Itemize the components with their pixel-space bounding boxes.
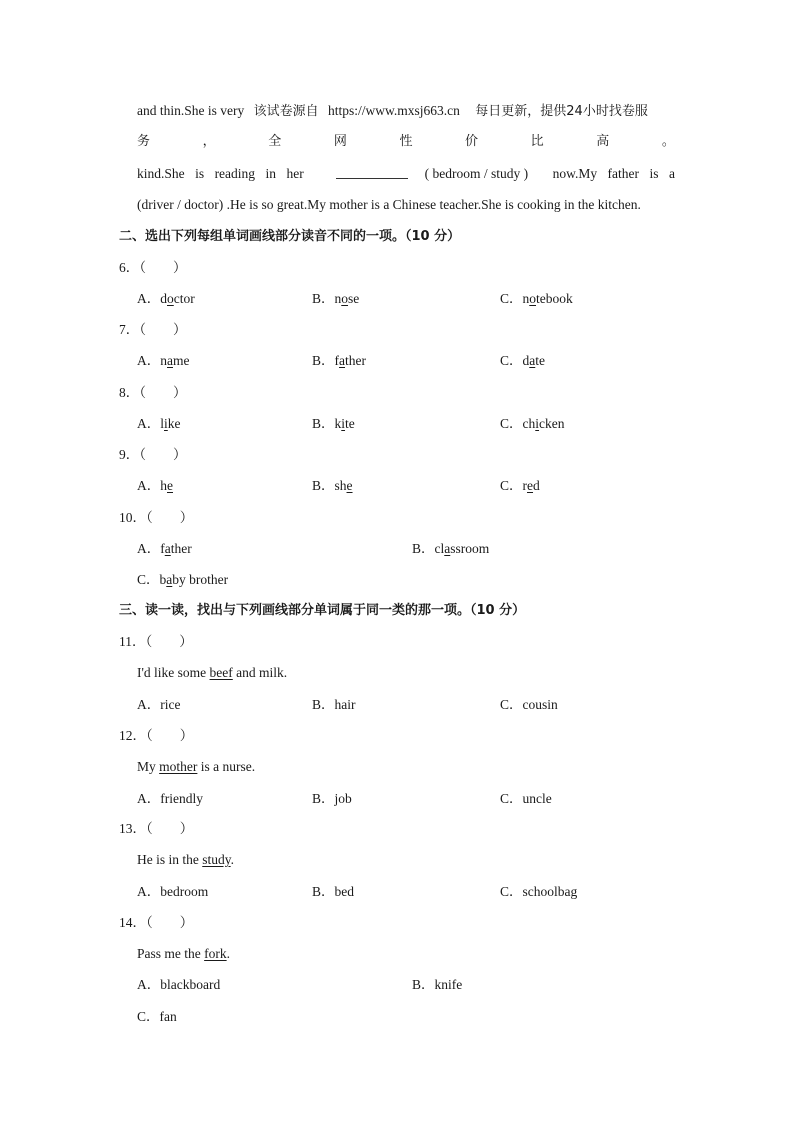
- option-letter: A．: [137, 977, 161, 992]
- option-word-part: d: [160, 291, 167, 306]
- option-letter: C．: [500, 884, 523, 899]
- watermark-text: 该试卷源自: [253, 104, 319, 119]
- option-word-part: n: [522, 291, 530, 306]
- answer-option[interactable]: [312, 790, 352, 808]
- option-letter: B．: [312, 353, 335, 368]
- passage-line-2: [137, 133, 675, 151]
- answer-option[interactable]: [500, 790, 552, 808]
- option-text: cousin: [522, 697, 558, 712]
- underlined-word: mother: [159, 759, 198, 774]
- option-word-part: ther: [345, 353, 367, 368]
- question-number: 9．（ ）: [119, 447, 187, 462]
- sentence-text: .: [226, 946, 230, 961]
- option-word-part: te: [345, 416, 355, 431]
- option-letter: A．: [137, 478, 161, 493]
- answer-option[interactable]: [500, 477, 540, 495]
- option-letter: C．: [500, 791, 523, 806]
- word: reading: [214, 166, 256, 181]
- underlined-letters: o: [341, 291, 349, 306]
- question-number: 11．（ ）: [119, 634, 193, 649]
- underlined-word: beef: [209, 665, 233, 680]
- word: a: [668, 166, 675, 181]
- option-text: bedroom: [160, 884, 209, 899]
- option-letter: C．: [500, 478, 523, 493]
- option-letter: C．: [137, 1009, 160, 1024]
- option-letter: A．: [137, 697, 161, 712]
- answer-option[interactable]: [312, 415, 355, 433]
- underlined-letters: i: [535, 416, 540, 431]
- option-word-part: d: [533, 478, 540, 493]
- question-number: 13．（ ）: [119, 821, 194, 836]
- underlined-letters: a: [164, 541, 171, 556]
- underlined-letters: o: [529, 291, 537, 306]
- word: father: [607, 166, 640, 181]
- underlined-letters: e: [527, 478, 534, 493]
- char: ，: [202, 134, 216, 149]
- sentence-text: and milk.: [232, 665, 288, 680]
- answer-option[interactable]: [137, 352, 190, 370]
- word: kind.She: [137, 166, 185, 181]
- passage-line-4: (driver / doctor) .He is so great.My mother is a Chinese teacher.She is cooking in the kitchen.: [137, 197, 641, 212]
- option-word-part: ther: [170, 541, 192, 556]
- word: now.My: [552, 166, 598, 181]
- underlined-word: study: [202, 852, 231, 867]
- option-text: blackboard: [160, 977, 221, 992]
- answer-option[interactable]: [137, 571, 228, 589]
- option-word-part: d: [522, 353, 530, 368]
- option-letter: A．: [137, 791, 161, 806]
- answer-option[interactable]: [137, 696, 180, 714]
- char: 全: [268, 134, 282, 149]
- char: 价: [465, 134, 479, 149]
- passage-text: and thin.She is very: [137, 103, 245, 118]
- option-letter: C．: [500, 416, 523, 431]
- option-letter: B．: [412, 541, 435, 556]
- question-sentence: [137, 945, 230, 963]
- option-letter: C．: [137, 572, 160, 587]
- option-word-part: by brother: [172, 572, 229, 587]
- option-word-part: te: [535, 353, 546, 368]
- option-text: fan: [159, 1009, 177, 1024]
- underlined-letters: a: [339, 353, 346, 368]
- sentence-text: I'd like some: [137, 665, 210, 680]
- option-letter: A．: [137, 416, 161, 431]
- option-word-part: f: [334, 353, 340, 368]
- sentence-text: .: [230, 852, 235, 867]
- question-number: 10．（ ）: [119, 510, 194, 525]
- watermark-text-2: 每日更新，提供24小时找卷服: [475, 104, 648, 119]
- option-text: rice: [160, 697, 181, 712]
- option-word-part: cken: [539, 416, 565, 431]
- underlined-letters: i: [341, 416, 346, 431]
- underlined-letters: a: [444, 541, 451, 556]
- answer-option[interactable]: [500, 352, 545, 370]
- char: 。: [661, 134, 675, 149]
- underlined-letters: e: [346, 478, 353, 493]
- passage-line-1: [137, 102, 648, 121]
- watermark-url: https://www.mxsj663.cn: [328, 103, 460, 118]
- answer-option[interactable]: [312, 883, 354, 901]
- option-word-part: tebook: [536, 291, 573, 306]
- option-letter: B．: [312, 291, 335, 306]
- question-number: 14．（ ）: [119, 915, 194, 930]
- underlined-letters: e: [167, 478, 173, 493]
- answer-option[interactable]: [137, 1008, 177, 1026]
- option-word-part: n: [334, 291, 342, 306]
- sentence-text: is a nurse.: [197, 759, 256, 774]
- option-word-part: ch: [522, 416, 536, 431]
- word: her: [286, 166, 304, 181]
- option-letter: A．: [137, 541, 161, 556]
- option-text: friendly: [160, 791, 203, 806]
- section-3-title: 三、读一读，找出与下列画线部分单词属于同一类的那一项。（10 分）: [119, 603, 526, 618]
- answer-option[interactable]: [500, 290, 573, 308]
- option-letter: B．: [312, 478, 335, 493]
- answer-option[interactable]: [137, 290, 195, 308]
- sentence-text: He is in the: [137, 852, 203, 867]
- question-sentence: [137, 664, 287, 682]
- option-word-part: l: [160, 416, 165, 431]
- answer-option[interactable]: [137, 790, 203, 808]
- char: 比: [530, 134, 544, 149]
- option-word-part: sh: [334, 478, 347, 493]
- option-text: bed: [334, 884, 355, 899]
- option-word-part: k: [334, 416, 342, 431]
- option-word-part: se: [348, 291, 360, 306]
- answer-option[interactable]: [137, 883, 208, 901]
- option-word-part: cl: [434, 541, 445, 556]
- option-letter: C．: [500, 291, 523, 306]
- option-text: hair: [334, 697, 356, 712]
- option-letter: A．: [137, 884, 161, 899]
- answer-option[interactable]: [312, 696, 356, 714]
- word: is: [195, 166, 205, 181]
- answer-option[interactable]: [312, 352, 366, 370]
- answer-option[interactable]: [500, 883, 577, 901]
- question-number: 7．（ ）: [119, 322, 187, 337]
- option-word-part: r: [522, 478, 528, 493]
- passage-line-3: [137, 165, 675, 183]
- option-word-part: me: [173, 353, 190, 368]
- answer-option[interactable]: [500, 415, 565, 433]
- option-text: uncle: [522, 791, 552, 806]
- char: 高: [596, 134, 610, 149]
- option-text: knife: [434, 977, 463, 992]
- char: 性: [399, 134, 413, 149]
- answer-option[interactable]: [412, 540, 489, 558]
- underlined-letters: a: [529, 353, 536, 368]
- option-word-part: f: [160, 541, 165, 556]
- option-letter: B．: [312, 416, 335, 431]
- option-text: job: [334, 791, 352, 806]
- question-number: 6．（ ）: [119, 260, 187, 275]
- option-letter: A．: [137, 291, 161, 306]
- answer-option[interactable]: [312, 290, 359, 308]
- option-word-part: b: [159, 572, 167, 587]
- option-letter: B．: [412, 977, 435, 992]
- sentence-text: My: [137, 759, 160, 774]
- question-number: 8．（ ）: [119, 385, 187, 400]
- underlined-letters: o: [167, 291, 174, 306]
- option-letter: C．: [500, 697, 523, 712]
- option-letter: B．: [312, 884, 335, 899]
- answer-option[interactable]: [137, 477, 173, 495]
- question-sentence: [137, 758, 255, 776]
- option-text: schoolbag: [522, 884, 578, 899]
- word: is: [649, 166, 659, 181]
- question-number: 12．（ ）: [119, 728, 194, 743]
- underlined-letters: a: [167, 353, 173, 368]
- option-word-part: n: [160, 353, 167, 368]
- answer-option[interactable]: [412, 976, 462, 994]
- option-letter: B．: [312, 697, 335, 712]
- option-letter: C．: [500, 353, 523, 368]
- option-word-part: ke: [167, 416, 181, 431]
- question-sentence: [137, 851, 234, 869]
- char: 务: [137, 134, 151, 149]
- answer-option[interactable]: [312, 477, 353, 495]
- underlined-word: fork: [204, 946, 227, 961]
- underlined-letters: a: [166, 572, 173, 587]
- option-word-part: ssroom: [450, 541, 490, 556]
- word: in: [265, 166, 277, 181]
- answer-option[interactable]: [137, 540, 192, 558]
- section-2-title: 二、选出下列每组单词画线部分读音不同的一项。（10 分）: [119, 229, 461, 244]
- answer-blank[interactable]: [336, 165, 408, 179]
- answer-option[interactable]: [137, 976, 220, 994]
- option-letter: A．: [137, 353, 161, 368]
- char: 网: [333, 134, 347, 149]
- option-letter: B．: [312, 791, 335, 806]
- word-choices: ( bedroom / study ): [424, 166, 529, 181]
- sentence-text: Pass me the: [137, 946, 205, 961]
- option-word-part: h: [160, 478, 167, 493]
- option-word-part: ctor: [173, 291, 195, 306]
- answer-option[interactable]: [500, 696, 558, 714]
- answer-option[interactable]: [137, 415, 181, 433]
- underlined-letters: i: [164, 416, 168, 431]
